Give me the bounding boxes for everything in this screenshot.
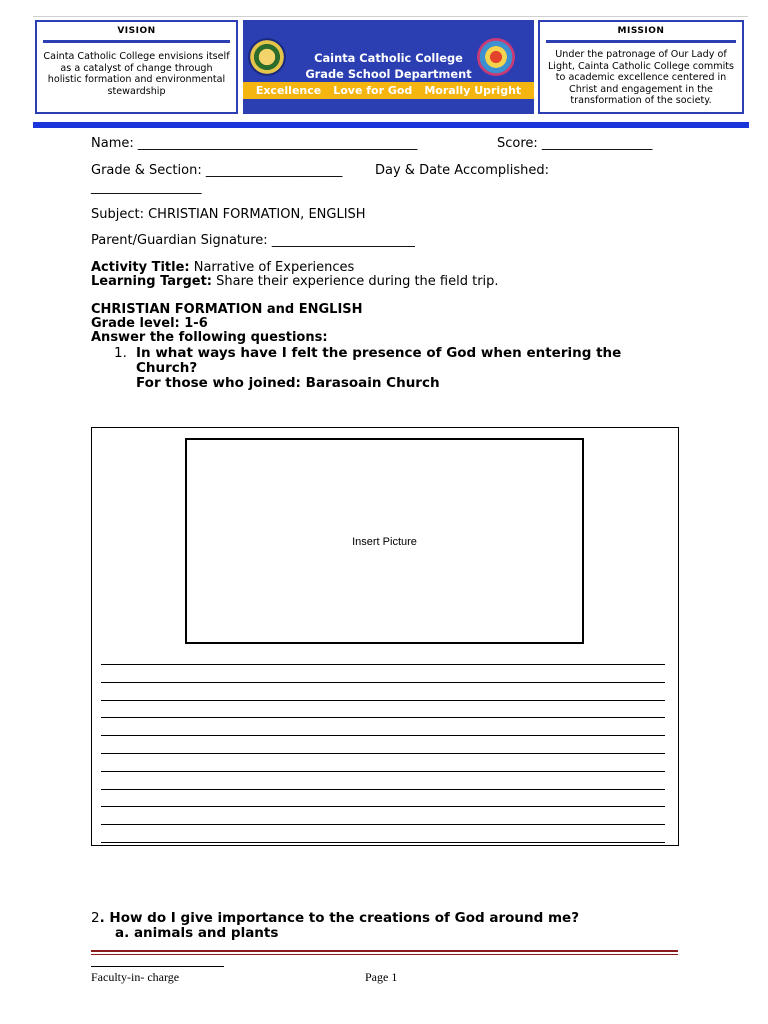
picture-frame[interactable] <box>185 438 584 644</box>
top-divider <box>33 16 748 17</box>
q2-text: . How do I give importance to the creations of God around me? <box>99 910 580 926</box>
faculty-label: Faculty-in- charge <box>91 970 180 984</box>
grade-level: Grade level: 1-6 <box>91 316 208 331</box>
answer-line[interactable] <box>101 735 665 736</box>
q2-subitem: a. animals and plants <box>115 925 279 941</box>
score-field[interactable]: Score: _________________ <box>497 136 653 151</box>
answer-line[interactable] <box>101 789 665 790</box>
learning-target <box>91 274 499 289</box>
core-value: Love for God <box>333 84 413 97</box>
core-values-strip <box>243 82 534 99</box>
answer-line[interactable] <box>101 682 665 683</box>
answer-line[interactable] <box>101 824 665 825</box>
department-name: Grade School Department <box>305 67 472 81</box>
q2-number: 2 <box>91 910 100 926</box>
core-value: Excellence <box>255 84 322 97</box>
guardian-signature-field[interactable]: Parent/Guardian Signature: ______________________ <box>91 233 415 248</box>
footer-rule <box>91 950 678 952</box>
name-field[interactable]: Name: ___________________________________________ <box>91 136 418 151</box>
q1-text-cont: Church? <box>136 360 198 376</box>
q1-text: In what ways have I felt the presence of God when entering the <box>136 345 622 361</box>
school-name-block <box>293 50 484 82</box>
answer-line[interactable] <box>101 771 665 772</box>
mission-box <box>538 20 744 114</box>
learning-target-value: Share their experience during the field trip. <box>212 274 499 289</box>
footer-rule-thin <box>91 954 678 955</box>
vision-box <box>35 20 238 114</box>
grade-section-field[interactable]: Grade & Section: _____________________ <box>91 163 343 178</box>
activity-title-value: Narrative of Experiences <box>189 260 355 275</box>
answer-line[interactable] <box>101 806 665 807</box>
mission-text: Under the patronage of Our Lady of Light, Cainta Catholic College commits to academic excellence centered in Christ and engagement in the transformation of the society. <box>547 49 735 107</box>
page-number: Page 1 <box>365 970 398 984</box>
header-divider <box>33 122 749 128</box>
day-date-label: Day & Date Accomplished: <box>375 163 549 178</box>
answer-line[interactable] <box>101 664 665 665</box>
activity-title <box>91 260 354 275</box>
answer-line[interactable] <box>101 700 665 701</box>
activity-title-label: Activity Title: <box>91 260 190 275</box>
instruction: Answer the following questions: <box>91 330 328 345</box>
q1-number: 1. <box>114 345 127 361</box>
core-value: Morally Upright <box>424 84 522 97</box>
vision-text: Cainta Catholic College envisions itself as a catalyst of change through holistic formation and environmental stewardship <box>43 51 230 97</box>
q2-question <box>91 911 579 926</box>
answer-line[interactable] <box>101 842 665 843</box>
insert-picture-label: Insert Picture <box>352 536 417 548</box>
day-date-field[interactable]: _________________ <box>91 180 202 195</box>
school-seal-icon <box>248 38 286 76</box>
answer-line[interactable] <box>101 753 665 754</box>
answer-line[interactable] <box>101 717 665 718</box>
faculty-signature-line[interactable] <box>91 966 224 967</box>
school-banner <box>243 20 534 114</box>
subject-line: Subject: CHRISTIAN FORMATION, ENGLISH <box>91 207 366 222</box>
answer-lines[interactable] <box>101 655 665 860</box>
vision-title: VISION <box>117 26 156 36</box>
learning-target-label: Learning Target: <box>91 274 212 289</box>
section-heading: CHRISTIAN FORMATION and ENGLISH <box>91 302 363 317</box>
school-name: Cainta Catholic College <box>314 51 463 65</box>
q1-subtext: For those who joined: Barasoain Church <box>136 375 440 391</box>
mission-title: MISSION <box>617 26 665 36</box>
